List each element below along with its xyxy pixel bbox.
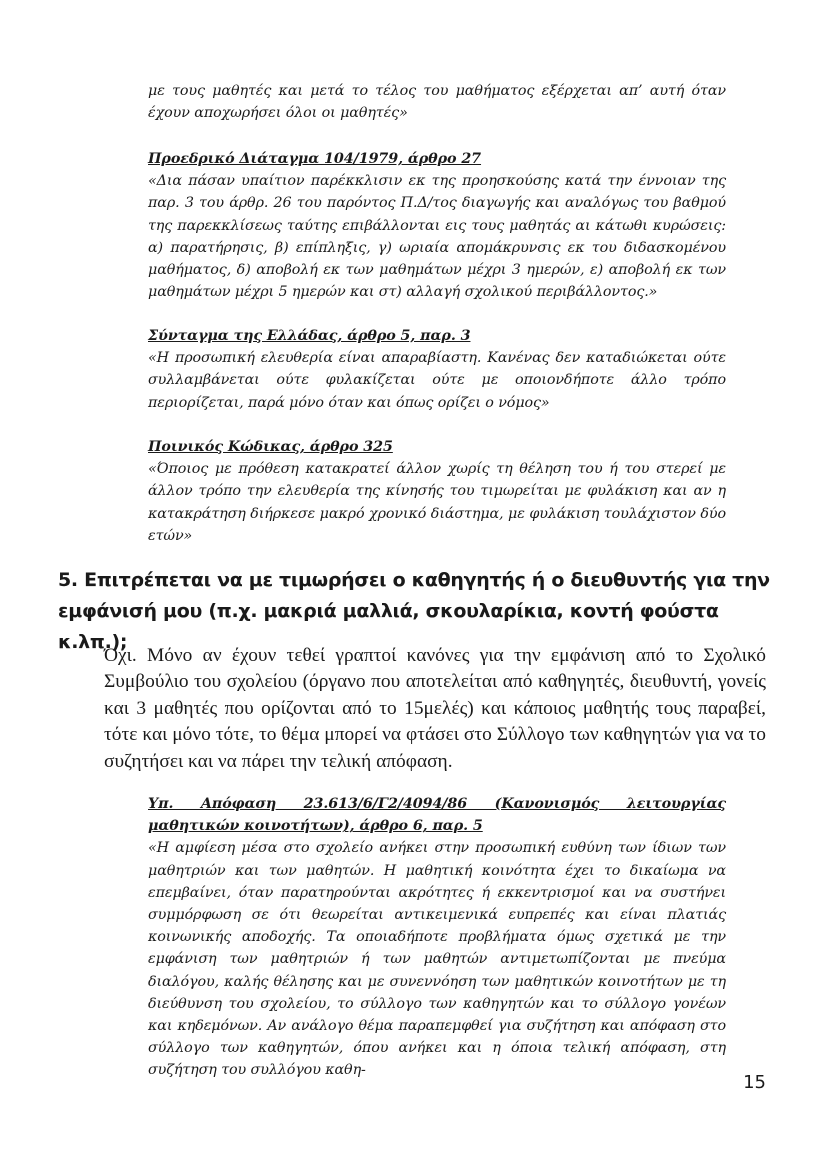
citation-source: Σύνταγμα της Ελλάδας, άρθρο 5, παρ. 3 xyxy=(148,328,471,344)
page-number: 15 xyxy=(743,1072,766,1093)
citation-quote: «Δια πάσαν υπαίτιον παρέκκλισιν εκ της προησκούσης κατά την έννοιαν της παρ. 3 του άρθρ. 26 του παρόντος Π.Δ/τος διαγωγής και αναλόγως του βαθμού της παρεκκλίσεως ταύτης επιβάλλονται εις τους μαθητάς αι κάτωθι κυρώσεις: α) παρατήρησις, β) επίπληξις, γ) ωριαία απομάκρυνσις εκ του διδασκομένου μαθήματος, δ) αποβολή εκ των μαθημάτων μέχρι 3 ημερών, ε) αποβολή εκ των μαθημάτων μέχρι 5 ημερών και στ) αλλαγή σχολικού περιβάλλοντος.» xyxy=(148,173,726,301)
intro-quote: με τους μαθητές και μετά το τέλος του μαθήματος εξέρχεται απ’ αυτή όταν έχουν αποχωρήσει όλοι οι μαθητές» xyxy=(148,83,726,122)
citation-source: Προεδρικό Διάταγμα 104/1979, άρθρο 27 xyxy=(148,151,482,167)
answer-paragraph: Όχι. Μόνο αν έχουν τεθεί γραπτοί κανόνες για την εμφάνιση από το Σχολικό Συμβούλιο του σχολείου (όργανο που αποτελείται από καθηγητές, διευθυντή, γονείς και 3 μαθητές που ορίζονται από το 15μελές) και κάποιος μαθητής τους παραβεί, τότε και μόνο τότε, το θέμα μπορεί να φτάσει στο Σύλλογο των καθηγητών για να το συζητήσει και να πάρει την τελική απόφαση. xyxy=(104,645,766,772)
question-heading: 5. Επιτρέπεται να με τιμωρήσει ο καθηγητής ή ο διευθυντής για την εμφάνισή μου (π.χ. μακριά μαλλιά, σκουλαρίκια, κοντή φούστα κ.λπ.); xyxy=(58,569,770,653)
intro-quote-block xyxy=(148,80,726,124)
citation-quote: «Η αμφίεση μέσα στο σχολείο ανήκει στην προσωπική ευθύνη των ίδιων των μαθητριών και των μαθητών. Η μαθητική κοινότητα έχει το δικαίωμα να επεμβαίνει, όταν παρατηρούνται ακρότητες ή εκκεντρισμοί και να συστήνει συμμόρφωση σε ότι θεωρείται αντικειμενικά ευπρεπές και είναι πλατιάς κοινωνικής αποδοχής. Τα οποιαδήποτε προβλήματα όμως σχετικά με την εμφάνιση των μαθητριών ή των μαθητών αντιμετωπίζονται με πνεύμα διαλόγου, καλής θέλησης και με συνεννόηση των μαθητικών κοινοτήτων με τη διεύθυνση του σχολείου, το σύλλογο των καθηγητών και το σύλλογο γονέων και κηδεμόνων. Αν ανάλογο θέμα παραπεμφθεί για συζήτηση και απόφαση στο σύλλογο των καθηγητών, όπου ανήκει και η όποια τελική απόφαση, στη συζήτηση του συλλόγου καθη- xyxy=(148,840,726,1079)
citation-block-penal-code xyxy=(148,436,726,547)
citation-block-constitution xyxy=(148,325,726,414)
citation-block-decree xyxy=(148,148,726,303)
citation-block-ministerial-decision xyxy=(148,793,726,1082)
citation-source: Ποινικός Κώδικας, άρθρο 325 xyxy=(148,439,393,455)
citation-quote: «Όποιος με πρόθεση κατακρατεί άλλον χωρίς τη θέληση του ή του στερεί με άλλον τρόπο την ελευθερία της κίνησής του τιμωρείται με φυλάκιση και αν η κατακράτηση διήρκεσε μακρό χρονικό διάστημα, με φυλάκιση τουλάχιστον δύο ετών» xyxy=(148,461,726,544)
citation-quote: «Η προσωπική ελευθερία είναι απαραβίαστη. Κανένας δεν καταδιώκεται ούτε συλλαμβάνεται ούτε φυλακίζεται ούτε με οποιονδήποτε άλλο τρόπο περιορίζεται, παρά μόνο όταν και όπως ορίζει ο νόμος» xyxy=(148,350,726,411)
citation-source: Υπ. Απόφαση 23.613/6/Γ2/4094/86 (Κανονισμός λειτουργίας μαθητικών κοινοτήτων), άρθρο 6, παρ. 5 xyxy=(148,796,726,835)
